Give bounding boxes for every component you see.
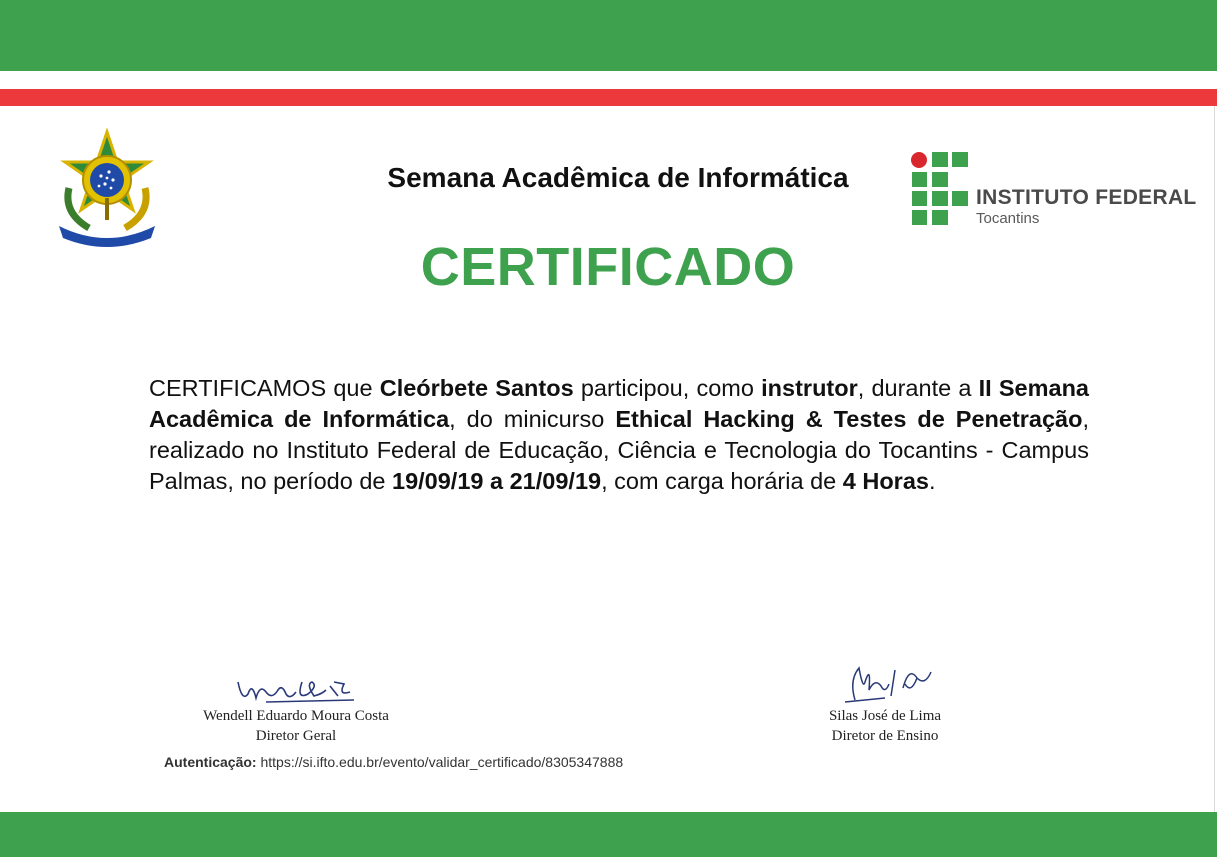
signature-block-director-teaching [795,660,975,746]
authentication-line [164,754,623,770]
if-logo-name: INSTITUTO FEDERAL [976,186,1197,209]
certificate-title: CERTIFICADO [420,237,796,297]
course-name: Ethical Hacking & Testes de Penetração [615,406,1083,432]
signatory-title: Diretor Geral [255,728,337,744]
participant-role: instrutor [761,375,858,401]
body-text: , com carga horária de [601,468,843,494]
body-text: , do minicurso [449,406,616,432]
signature-block-director-general [186,672,406,746]
right-border-rule [1214,106,1215,812]
workload-hours: 4 Horas [842,468,929,494]
event-period: 19/09/19 a 21/09/19 [392,468,602,494]
signatory-name: Wendell Eduardo Moura Costa [203,708,389,724]
handwritten-signature [825,660,945,706]
handwritten-signature [226,672,366,706]
event-name: II Semana Acadêmica de Informática [149,375,1090,432]
body-text: , durante a [857,375,979,401]
body-text: participou, como [573,375,762,401]
certificate-body [149,373,1089,497]
signatory-title: Diretor de Ensino [831,728,939,744]
authentication-label: Autenticação: [164,754,257,770]
body-text: , realizado no Instituto Federal de Educação, Ciência e Tecnologia do Tocantins - Campus Palmas, no período de [149,406,1090,494]
body-text: CERTIFICAMOS que [149,375,380,401]
body-text: . [928,468,936,494]
top-red-band [0,89,1217,106]
authentication-url[interactable]: https://si.ifto.edu.br/evento/validar_certificado/8305347888 [260,754,624,770]
coat-of-arms-logo [53,128,161,248]
bottom-green-band [0,812,1217,857]
event-title: Semana Acadêmica de Informática [387,162,849,193]
if-logo-grid-icon [910,152,968,226]
signatory-name: Silas José de Lima [828,708,942,724]
top-green-band [0,0,1217,71]
instituto-federal-logo [910,152,1210,228]
participant-name: Cleórbete Santos [379,375,574,401]
if-logo-campus: Tocantins [976,210,1040,227]
